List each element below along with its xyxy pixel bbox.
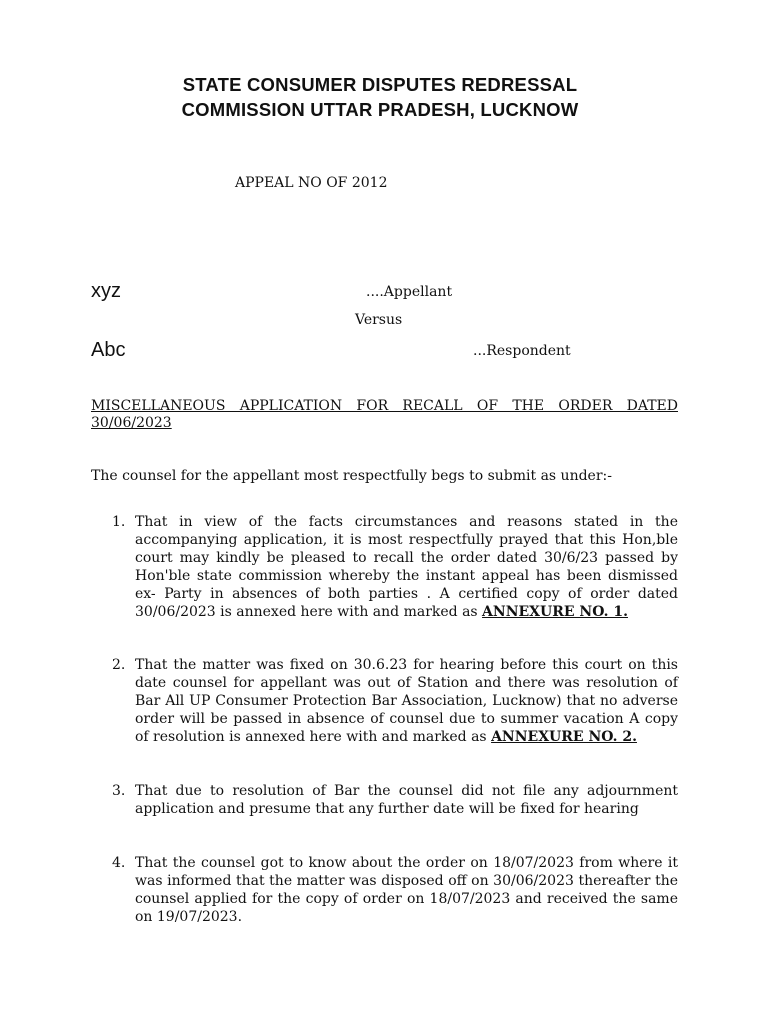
respondent-label: ...Respondent [473,343,571,359]
annexure-reference: ANNEXURE NO. 1. [482,604,628,620]
list-item-text: That the counsel got to know about the order on 18/07/2023 from where it was informed that the matter was disposed off on 30/06/2023 thereafter the counsel applied for the copy of order on 18/07/2023 and received the same on 19/07/2023. [135,855,678,925]
list-item-number: 4. [112,855,126,871]
list-item-number: 2. [112,657,126,673]
application-subject: MISCELLANEOUS APPLICATION FOR RECALL OF THE ORDER DATED 30/06/2023 [91,398,678,431]
list-item [112,513,678,621]
document-heading-line-2: COMMISSION UTTAR PRADESH, LUCKNOW [181,99,579,120]
appellant-name: xyz [91,280,121,302]
list-item-text: That the matter was fixed on 30.6.23 for hearing before this court on this date counsel for appellant was out of Station and there was resolution of Bar All UP Consumer Protection Bar Association, Lucknow) that no adverse order will be passed in absence of counsel due to summer vacation A copy of resolution is annexed here with and marked as [135,657,678,745]
annexure-reference: ANNEXURE NO. 2. [491,729,637,745]
document-heading-line-1: STATE CONSUMER DISPUTES REDRESSAL [182,74,578,95]
appellant-label: ....Appellant [366,284,453,300]
appeal-number: APPEAL NO OF 2012 [235,175,388,191]
versus-label: Versus [355,312,403,328]
list-item-text: That in view of the facts circumstances and reasons stated in the accompanying application, it is most respectfully prayed that this Hon,ble court may kindly be pleased to recall the order dated 30/6/23 passed by Hon'ble state commission whereby the instant appeal has been dismissed ex- Party in absences of both parties . A certified copy of order dated 30/06/2023 is annexed here with and marked as [135,514,678,620]
list-item [112,782,678,818]
list-item-text: That due to resolution of Bar the counsel did not file any adjournment application and presume that any further date will be fixed for hearing [135,783,678,817]
list-item [112,656,678,746]
list-item-number: 1. [112,514,126,530]
list-item [112,854,678,926]
list-item-number: 3. [112,783,126,799]
intro-paragraph: The counsel for the appellant most respectfully begs to submit as under:- [91,468,612,484]
respondent-name: Abc [91,339,126,361]
